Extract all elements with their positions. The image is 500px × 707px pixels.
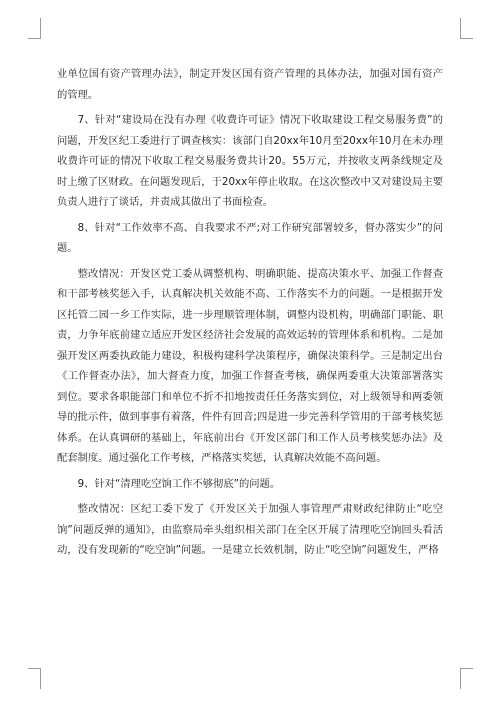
paragraph-rectification-9: 整改情况：区纪工委下发了《开发区关于加强人事管理严肃财政纪律防止“吃空饷”问题反弹的通知》，由监察局牵头组织相关部门在全区开展了清理吃空饷回头看活动，没有发现新的“吃空饷”问题。一是建立长效机制，防止“吃空饷”问题发生，严格 bbox=[57, 503, 443, 556]
crop-mark-top-left bbox=[28, 18, 41, 39]
document-body bbox=[57, 64, 443, 561]
paragraph-item-8: 8、针对“工作效率不高、自我要求不严;对工作研究部署较多，督办落实少”的问题。 bbox=[57, 221, 443, 254]
crop-mark-top-right bbox=[460, 18, 473, 39]
paragraph-assets-management: 业单位国有资产管理办法》，制定开发区国有资产管理的具体办法，加强对国有资产的管理。 bbox=[57, 68, 443, 101]
paragraph-item-7: 7、针对“建设局在没有办理《收费许可证》情况下收取建设工程交易服务费”的问题，开发区纪工委进行了调查核实：该部门自20xx年10月至20xx年10月在未办理收费许可证的情况下收取工程交易服务费共计20。55万元，并按收支两条线规定及时上缴了区财政。在问题发现后，于20xx年停止收取。在这次整改中又对建设局主要负责人进行了谈话，并责成其做出了书面检查。 bbox=[57, 114, 443, 208]
paragraph-item-9: 9、针对“清理吃空饷工作不够彻底”的问题。 bbox=[77, 477, 281, 490]
crop-mark-bottom-left bbox=[28, 668, 41, 689]
crop-mark-bottom-right bbox=[460, 668, 473, 689]
paragraph-rectification-8: 整改情况：开发区党工委从调整机构、明确职能、提高决策水平、加强工作督查和干部考核奖惩入手，认真解决机关效能不高、工作落实不力的问题。一是根据开发区托管二园一乡工作实际，进一步理顺管理体制，调整内设机构，明确部门职能、职责，力争年底前建立适应开发区经济社会发展的高效运转的管理体系和机构。二是加强开发区两委执政能力建设，积极构建科学决策程序，确保决策科学。三是制定出台《工作督查办法》，加大督查力度，加强工作督查考核，确保两委重大决策部署落实到位。要求各职能部门和单位不折不扣地按责任任务落实到位，对上级领导和两委领导的批示件，做到事事有着落，件件有回音;四是进一步完善科学管用的干部考核奖惩体系。在认真调研的基础上，年底前出台《开发区部门和工作人员考核奖惩办法》及配套制度。通过强化工作考核，严格落实奖惩，认真解决效能不高问题。 bbox=[57, 267, 443, 464]
